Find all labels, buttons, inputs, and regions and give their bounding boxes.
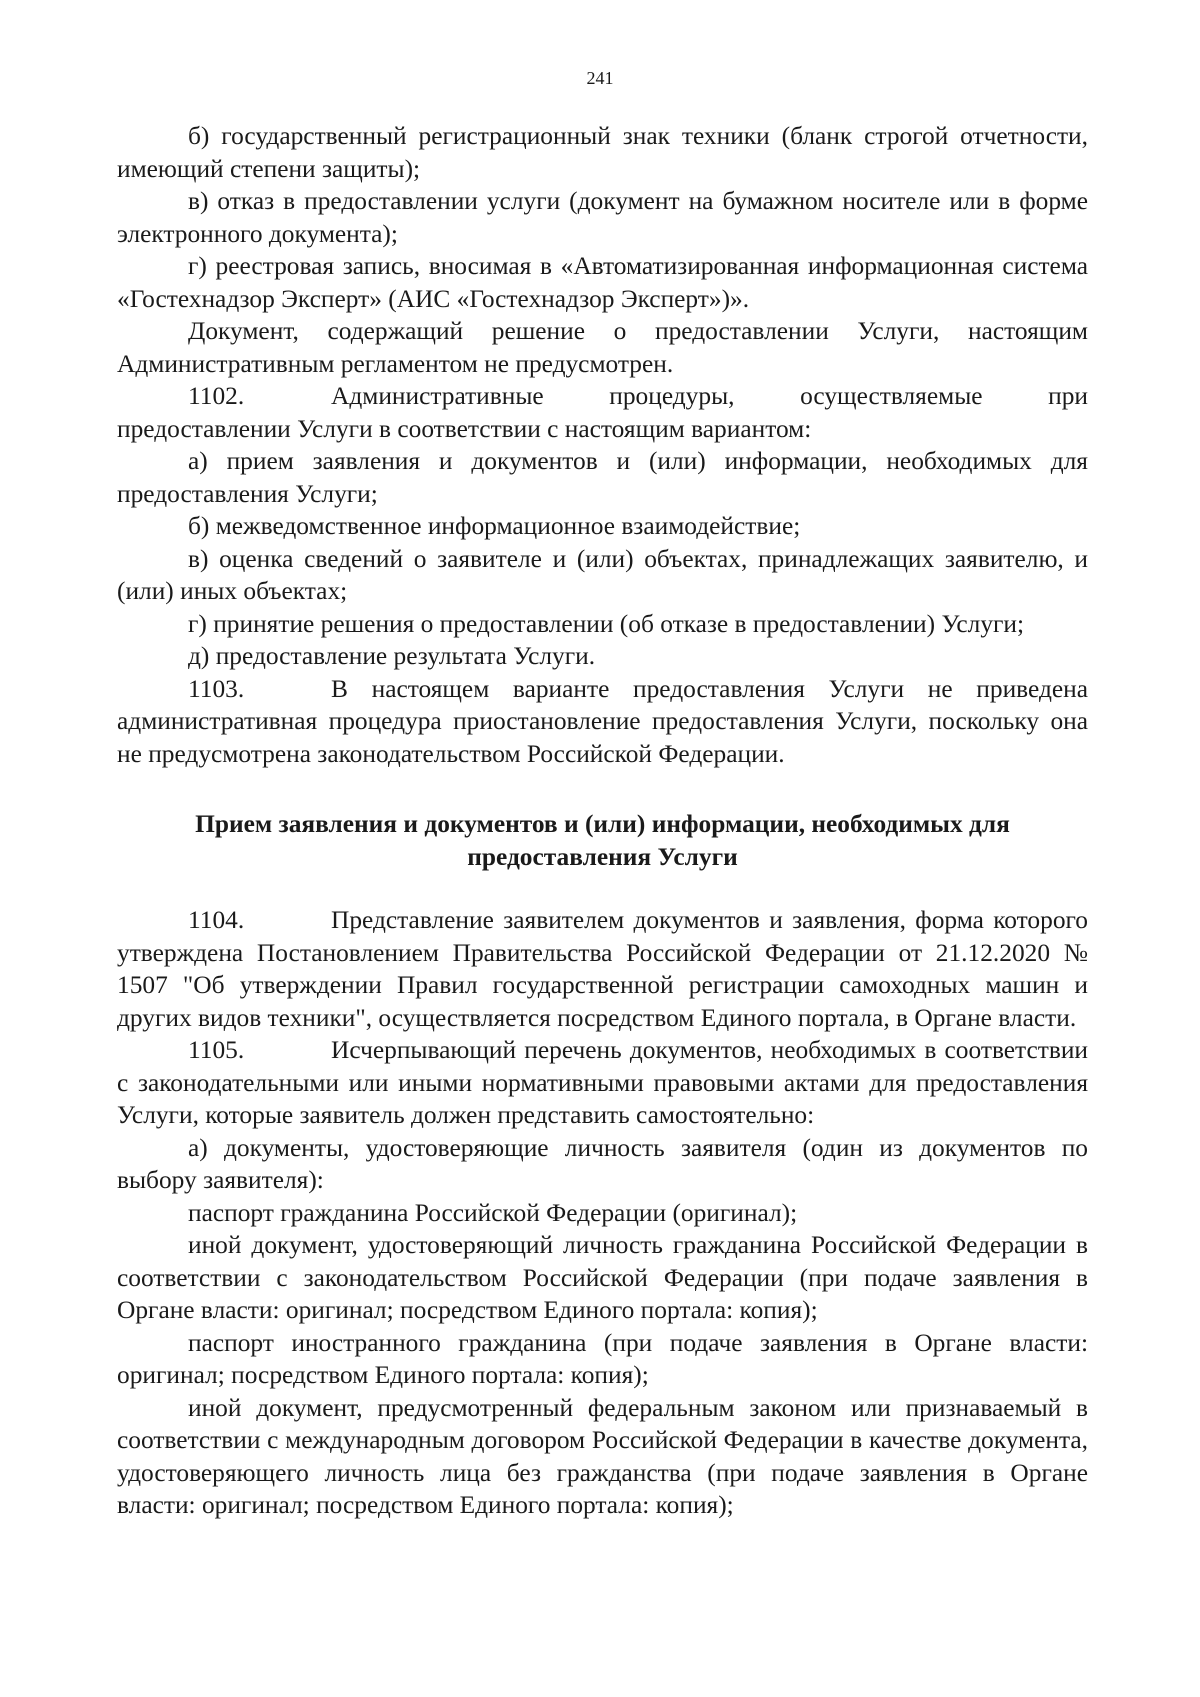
list-item: иной документ, удостоверяющий личность гражданина Российской Федерации в соответствии с законодательством Российской Федерации (при подаче заявления в Органе власти: оригинал; посредством Единого портала: копия); [117, 1231, 1088, 1324]
paragraph-v-refusal: в) отказ в предоставлении услуги (документ на бумажном носителе или в форме электронного документа); [117, 187, 1088, 248]
page-number: 241 [586, 68, 614, 88]
document-body [117, 120, 1088, 1522]
section-heading-line: Прием заявления и документов и (или) информации, необходимых для [195, 810, 1010, 838]
clause-number: 1103. [188, 674, 245, 703]
clause-text: В настоящем варианте предоставления Услуги не приведена административная процедура приостановление предоставления Услуги, поскольку она не предусмотрена законодательством Российской Федерации. [117, 674, 1088, 768]
list-item: б) межведомственное информационное взаимодействие; [188, 512, 801, 540]
list-item: а) документы, удостоверяющие личность заявителя (один из документов по выбору заявителя): [117, 1133, 1088, 1194]
section-heading [117, 808, 1088, 873]
paragraph-b-plate: б) государственный регистрационный знак техники (бланк строгой отчетности, имеющий степени защиты); [117, 122, 1088, 183]
clause-1104 [117, 904, 1088, 1034]
list-item: а) прием заявления и документов и (или) информации, необходимых для предоставления Услуги; [117, 447, 1088, 508]
clause-text: Исчерпывающий перечень документов, необходимых в соответствии с законодательными или иными нормативными правовыми актами для предоставления Услуги, которые заявитель должен представить самостоятельно: [117, 1036, 1088, 1129]
clause-text: Административные процедуры, осуществляемые при предоставлении Услуги в соответствии с настоящим вариантом: [117, 382, 1088, 443]
clause-number: 1102. [188, 382, 245, 410]
clause-1103 [117, 673, 1088, 771]
list-item: паспорт иностранного гражданина (при подаче заявления в Органе власти: оригинал; посредством Единого портала: копия); [117, 1328, 1088, 1389]
list-item: в) оценка сведений о заявителе и (или) объектах, принадлежащих заявителю, и (или) иных объектах; [117, 544, 1088, 605]
clause-text: Представление заявителем документов и заявления, форма которого утверждена Постановлением Правительства Российской Федерации от 21.12.2020 № 1507 "Об утверждении Правил государственной регистрации самоходных машин и других видов техники", осуществляется посредством Единого портала, в Органе власти. [117, 906, 1088, 1032]
paragraph-g-registry: г) реестровая запись, вносимая в «Автоматизированная информационная система «Гостехнадзор Эксперт» (АИС «Гостехнадзор Эксперт»)». [117, 252, 1088, 313]
paragraph-decision-document: Документ, содержащий решение о предоставлении Услуги, настоящим Административным регламентом не предусмотрен. [117, 317, 1088, 378]
clause-number: 1105. [188, 1036, 245, 1064]
section-heading-line: предоставления Услуги [467, 842, 738, 871]
list-item: д) предоставление результата Услуги. [188, 642, 596, 670]
list-item: г) принятие решения о предоставлении (об отказе в предоставлении) Услуги; [188, 609, 1025, 638]
list-item: иной документ, предусмотренный федеральным законом или признаваемый в соответствии с международным договором Российской Федерации в качестве документа, удостоверяющего личность лица без гражданства (при подаче заявления в Органе власти: оригинал; посредством Единого портала: копия); [117, 1393, 1088, 1519]
list-item: паспорт гражданина Российской Федерации (оригинал); [188, 1198, 798, 1227]
clause-number: 1104. [188, 906, 245, 934]
clause-1105 [117, 1034, 1088, 1132]
clause-1102 [117, 380, 1088, 445]
